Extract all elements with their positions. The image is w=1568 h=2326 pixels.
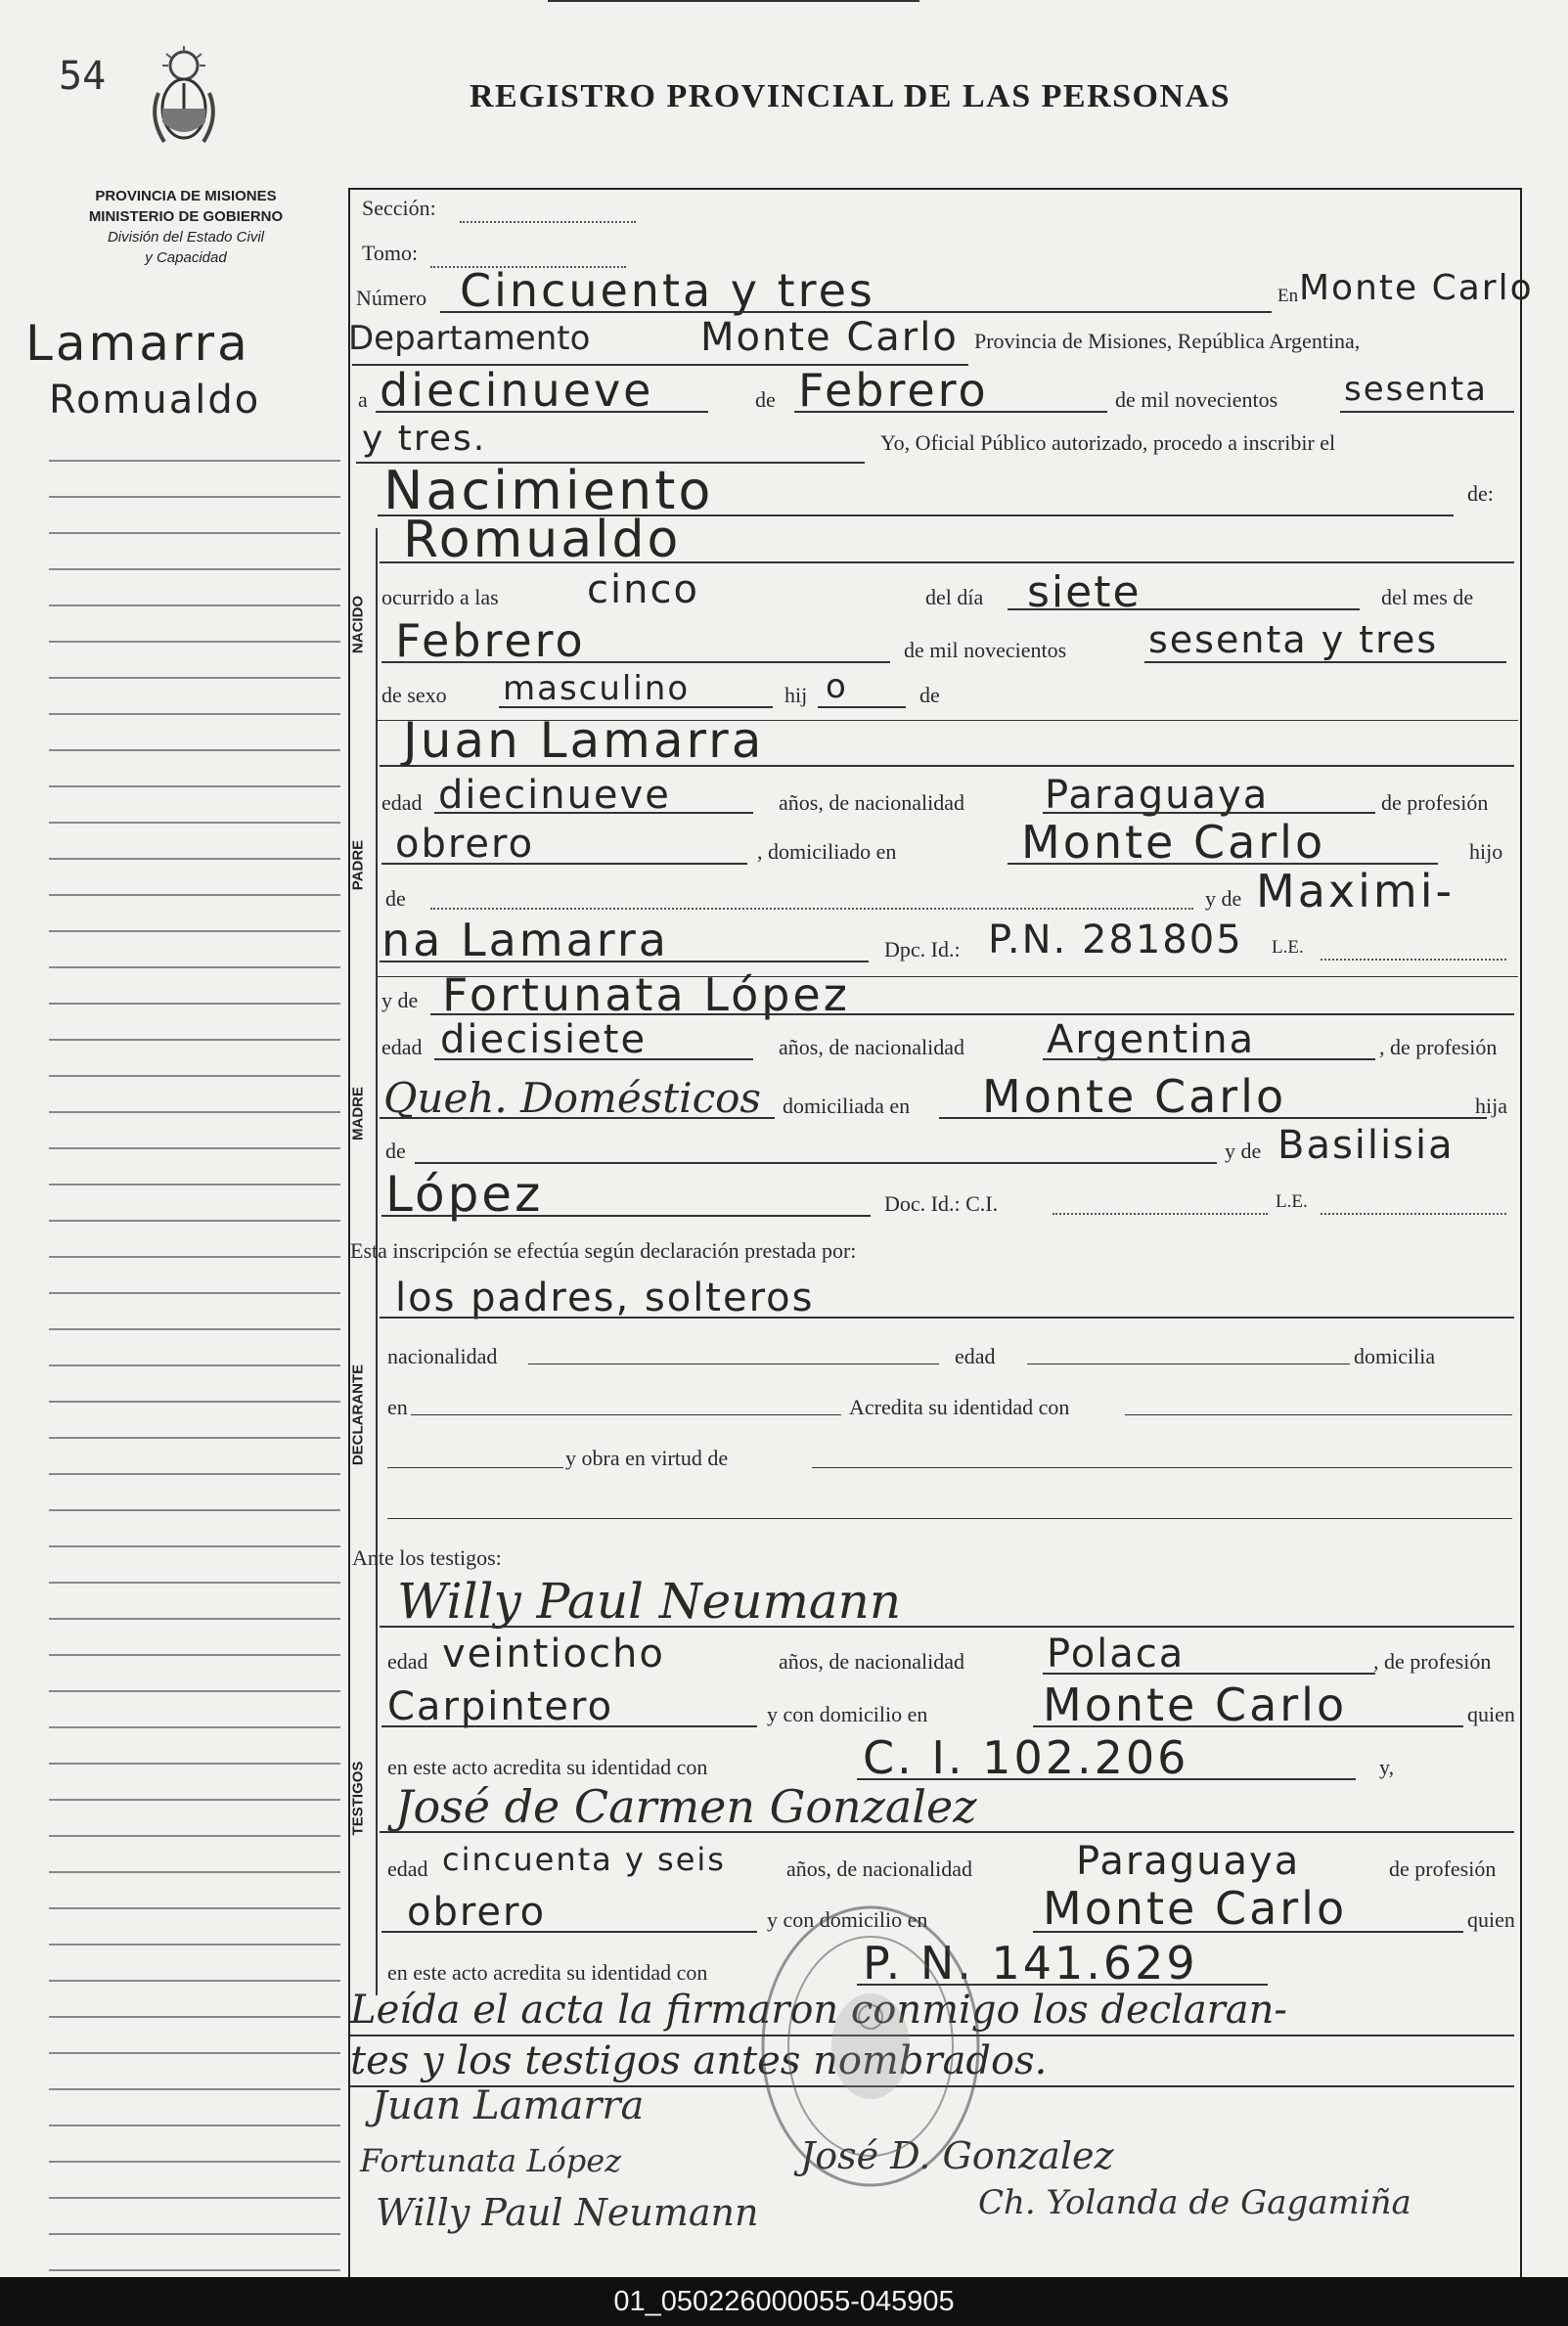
testigo2-doc-value: P. N. 141.629 xyxy=(863,1937,1198,1990)
acto-value: Nacimiento xyxy=(383,460,714,521)
testigo1-acredita-label: en este acto acredita su identidad con xyxy=(387,1755,708,1779)
padre-le-label: L.E. xyxy=(1272,937,1304,958)
testigo1-nac-label: años, de nacionalidad xyxy=(779,1649,964,1674)
testigo2-nombre-line xyxy=(380,1831,1514,1833)
margin-ruled-lines xyxy=(49,425,340,2274)
nacido-nombre: Romualdo xyxy=(403,511,682,569)
declarante-dom-label: domicilia xyxy=(1354,1344,1436,1368)
hora-line xyxy=(548,0,919,2)
madre-le-line xyxy=(1321,1213,1506,1215)
office-heading xyxy=(39,186,333,268)
anio-label: de mil novecientos xyxy=(1115,387,1278,412)
dia-nacido-value: siete xyxy=(1027,567,1142,617)
padre-dom-value: Monte Carlo xyxy=(1021,816,1326,869)
madre-prof-label: , de profesión xyxy=(1379,1035,1498,1059)
madre-nombre-line xyxy=(430,1013,1514,1015)
anio-nacido-line xyxy=(1144,661,1506,663)
testigo1-prof-line xyxy=(381,1725,757,1727)
anio-nacido-label: de mil novecientos xyxy=(904,638,1067,662)
declarante-extra-line xyxy=(387,1518,1512,1519)
testigo2-quien: quien xyxy=(1467,1907,1515,1932)
de-label: de xyxy=(755,387,776,412)
madre-prof-value: Queh. Domésticos xyxy=(383,1074,761,1122)
testigo1-edad-value: veintiocho xyxy=(442,1632,665,1677)
madre-le-label: L.E. xyxy=(1276,1191,1308,1212)
office-ministry: MINISTERIO DE GOBIERNO xyxy=(88,208,284,225)
madre-nac-label: años, de nacionalidad xyxy=(779,1035,964,1059)
madre-de-line xyxy=(415,1162,1217,1164)
madre-section-label: MADRE xyxy=(349,1087,367,1141)
declarante-obra-line-b xyxy=(812,1467,1512,1468)
declarante-intro: Esta inscripción se efectúa según declaración prestada por: xyxy=(350,1238,857,1263)
sexo-value: masculino xyxy=(503,669,691,708)
madre-y-de-label: y de xyxy=(381,988,419,1012)
padre-edad-label: edad xyxy=(381,790,423,815)
padre-de-line xyxy=(430,908,1193,910)
testigo2-acredita-label: en este acto acredita su identidad con xyxy=(387,1960,708,1985)
padre-madre-value-2: na Lamarra xyxy=(381,914,669,966)
signature-witness-1: Willy Paul Neumann xyxy=(376,2191,759,2234)
nacido-section-label: NACIDO xyxy=(349,595,367,654)
testigo2-dom-label: y con domicilio en xyxy=(767,1907,928,1932)
departamento-label: Departamento xyxy=(348,319,591,358)
testigo1-doc-value: C. I. 102.206 xyxy=(863,1731,1189,1784)
signature-official: Ch. Yolanda de Gagamiña xyxy=(978,2183,1411,2222)
departamento-value: Monte Carlo xyxy=(700,315,959,360)
padre-de-label: de xyxy=(385,886,406,911)
testigo2-nac-value: Paraguaya xyxy=(1076,1839,1301,1884)
testigo1-dom-value: Monte Carlo xyxy=(1043,1678,1348,1731)
dia-nacido-line xyxy=(1008,608,1360,610)
dia-value: diecinueve xyxy=(380,364,654,417)
coat-of-arms-emblem xyxy=(145,44,223,154)
padre-y-de-label: y de xyxy=(1205,886,1242,911)
declarante-acredita-label: Acredita su identidad con xyxy=(849,1395,1070,1419)
testigo2-dom-value: Monte Carlo xyxy=(1043,1882,1348,1935)
seccion-label: Sección: xyxy=(362,196,436,220)
padre-nombre-line xyxy=(380,765,1514,767)
padre-nac-value: Paraguaya xyxy=(1045,773,1270,818)
margin-given-name: Romualdo xyxy=(49,378,261,423)
testigo1-prof-value: Carpintero xyxy=(387,1684,614,1729)
declarante-en-label: en xyxy=(387,1395,408,1419)
office-province: PROVINCIA DE MISIONES xyxy=(95,188,277,204)
hij-label: hij xyxy=(784,683,808,707)
provincia-text: Provincia de Misiones, República Argentina, xyxy=(974,329,1361,353)
mes-value: Febrero xyxy=(798,364,989,417)
testigo2-edad-label: edad xyxy=(387,1856,428,1881)
testigo1-nac-line xyxy=(1043,1673,1375,1675)
anio-value-2: y tres. xyxy=(362,419,487,459)
madre-madre-value: Basilisia xyxy=(1277,1123,1455,1168)
hora-value: cinco xyxy=(587,567,699,612)
signature-witness-2: José D. Gonzalez xyxy=(800,2134,1114,2177)
mes-nacido-line xyxy=(381,661,890,663)
padre-nac-label: años, de nacionalidad xyxy=(779,790,964,815)
madre-apellido-line xyxy=(381,1215,871,1217)
declarante-edad-label: edad xyxy=(955,1344,996,1368)
acto-de-label: de: xyxy=(1467,481,1494,506)
testigo2-prof-label: de profesión xyxy=(1389,1856,1497,1881)
testigo2-dom-line xyxy=(1033,1931,1463,1933)
signature-mother: Fortunata López xyxy=(360,2142,622,2179)
nacido-de-label: de xyxy=(919,683,940,707)
madre-prof-line xyxy=(380,1117,775,1119)
mes-nacido-value: Febrero xyxy=(395,614,586,667)
document-id: 01_050226000055-045905 xyxy=(613,2286,955,2317)
testigo1-prof-label: , de profesión xyxy=(1373,1649,1492,1674)
madre-edad-label: edad xyxy=(381,1035,423,1059)
testigo1-nac-value: Polaca xyxy=(1047,1632,1186,1677)
padre-edad-value: diecinueve xyxy=(438,773,671,818)
del-mes-label: del mes de xyxy=(1381,585,1474,609)
anio-line-1 xyxy=(1340,411,1514,413)
anio-nacido-value: sesenta y tres xyxy=(1148,618,1439,661)
official-stamp-seal xyxy=(758,1900,983,2193)
testigo1-edad-label: edad xyxy=(387,1649,428,1674)
declarante-nac-label: nacionalidad xyxy=(387,1344,498,1368)
madre-dom-line xyxy=(939,1117,1487,1119)
padre-doc-value: P.N. 281805 xyxy=(988,917,1243,962)
padre-prof-line xyxy=(381,863,747,865)
padre-nac-line xyxy=(1043,812,1375,814)
padre-prof-value: obrero xyxy=(395,822,535,867)
numero-line xyxy=(440,311,1272,313)
testigo1-nombre: Willy Paul Neumann xyxy=(397,1573,902,1630)
padre-le-line xyxy=(1321,959,1506,961)
closing-line-1: Leída el acta la firmaron conmigo los declaran- xyxy=(350,1988,1287,2033)
testigo1-nombre-line xyxy=(380,1626,1514,1628)
hij-value: o xyxy=(826,667,848,706)
testigo2-edad-value: cincuenta y seis xyxy=(442,1841,726,1878)
padre-prof-label: de profesión xyxy=(1381,790,1489,815)
a-label: a xyxy=(358,387,368,412)
office-capacity: y Capacidad xyxy=(145,249,227,266)
office-division: División del Estado Civil xyxy=(107,229,265,246)
testigo2-nombre: José de Carmen Gonzalez xyxy=(395,1780,977,1833)
tomo-label: Tomo: xyxy=(362,241,419,265)
document-id-bar xyxy=(0,2277,1568,2326)
madre-doc-label: Doc. Id.: C.I. xyxy=(884,1191,999,1216)
madre-doc-line xyxy=(1053,1213,1268,1215)
closing-line-2: tes y los testigos antes nombrados. xyxy=(350,2038,1048,2083)
testigo1-dom-line xyxy=(1033,1725,1463,1727)
padre-dom-label: , domiciliado en xyxy=(757,839,897,864)
testigos-intro: Ante los testigos: xyxy=(352,1545,502,1570)
madre-apellido-value: López xyxy=(385,1166,544,1223)
sexo-line xyxy=(499,706,773,708)
madre-y-de-label-2: y de xyxy=(1225,1139,1262,1163)
padre-section-label: PADRE xyxy=(349,839,367,891)
dia-line xyxy=(376,411,708,413)
anio-value-1: sesenta xyxy=(1344,370,1488,409)
padre-madre-line-2 xyxy=(380,961,869,962)
madre-edad-value: diecisiete xyxy=(440,1017,648,1062)
margin-surname: Lamarra xyxy=(25,315,250,372)
padre-edad-line xyxy=(434,812,753,814)
en-value: Monte Carlo xyxy=(1299,268,1534,308)
oficial-text: Yo, Oficial Público autorizado, procedo a inscribir el xyxy=(880,430,1336,455)
mes-line xyxy=(794,411,1107,413)
testigo1-quien: quien xyxy=(1467,1702,1515,1726)
padre-doc-label: Dpc. Id.: xyxy=(884,937,961,962)
testigo1-dom-label: y con domicilio en xyxy=(767,1702,928,1726)
declarante-acredita-line xyxy=(1125,1414,1512,1415)
madre-dom-label: domiciliada en xyxy=(783,1094,911,1118)
sexo-label: de sexo xyxy=(381,683,447,707)
hij-line xyxy=(818,706,906,708)
declarante-value-line xyxy=(380,1317,1514,1319)
padre-hijo-label: hijo xyxy=(1469,839,1503,864)
testigo1-y: y, xyxy=(1379,1755,1395,1779)
declarante-obra-line-a xyxy=(387,1467,563,1468)
declarante-en-line xyxy=(411,1414,841,1415)
testigo2-nac-label: años, de nacionalidad xyxy=(786,1856,972,1881)
declarante-section-label: DECLARANTE xyxy=(349,1364,367,1466)
en-label: En xyxy=(1277,286,1299,306)
page-title: REGISTRO PROVINCIAL DE LAS PERSONAS xyxy=(470,78,1231,114)
declarante-obra-label: y obra en virtud de xyxy=(565,1446,729,1470)
madre-hija-label: hija xyxy=(1475,1094,1507,1118)
signature-father: Juan Lamarra xyxy=(372,2083,645,2128)
madre-edad-line xyxy=(434,1058,753,1060)
madre-nac-value: Argentina xyxy=(1047,1017,1256,1062)
del-dia-label: del día xyxy=(925,585,984,609)
testigos-section-label: TESTIGOS xyxy=(349,1761,367,1836)
padre-nombre: Juan Lamarra xyxy=(403,712,765,769)
seccion-line xyxy=(460,221,636,223)
declarante-value: los padres, solteros xyxy=(395,1275,815,1320)
numero-value: Cincuenta y tres xyxy=(460,264,875,317)
padre-madre-value-1: Maximi- xyxy=(1256,865,1456,917)
numero-label: Número xyxy=(356,286,427,310)
madre-dom-value: Monte Carlo xyxy=(982,1070,1287,1123)
page-number: 54 xyxy=(59,54,107,99)
madre-de-label: de xyxy=(385,1139,406,1163)
nacido-nombre-line xyxy=(380,561,1514,563)
madre-nombre: Fortunata López xyxy=(442,968,850,1021)
testigo2-prof-value: obrero xyxy=(407,1890,547,1935)
madre-nac-line xyxy=(1043,1058,1375,1060)
ocurrido-label: ocurrido a las xyxy=(381,585,499,609)
testigo2-prof-line xyxy=(381,1931,757,1933)
